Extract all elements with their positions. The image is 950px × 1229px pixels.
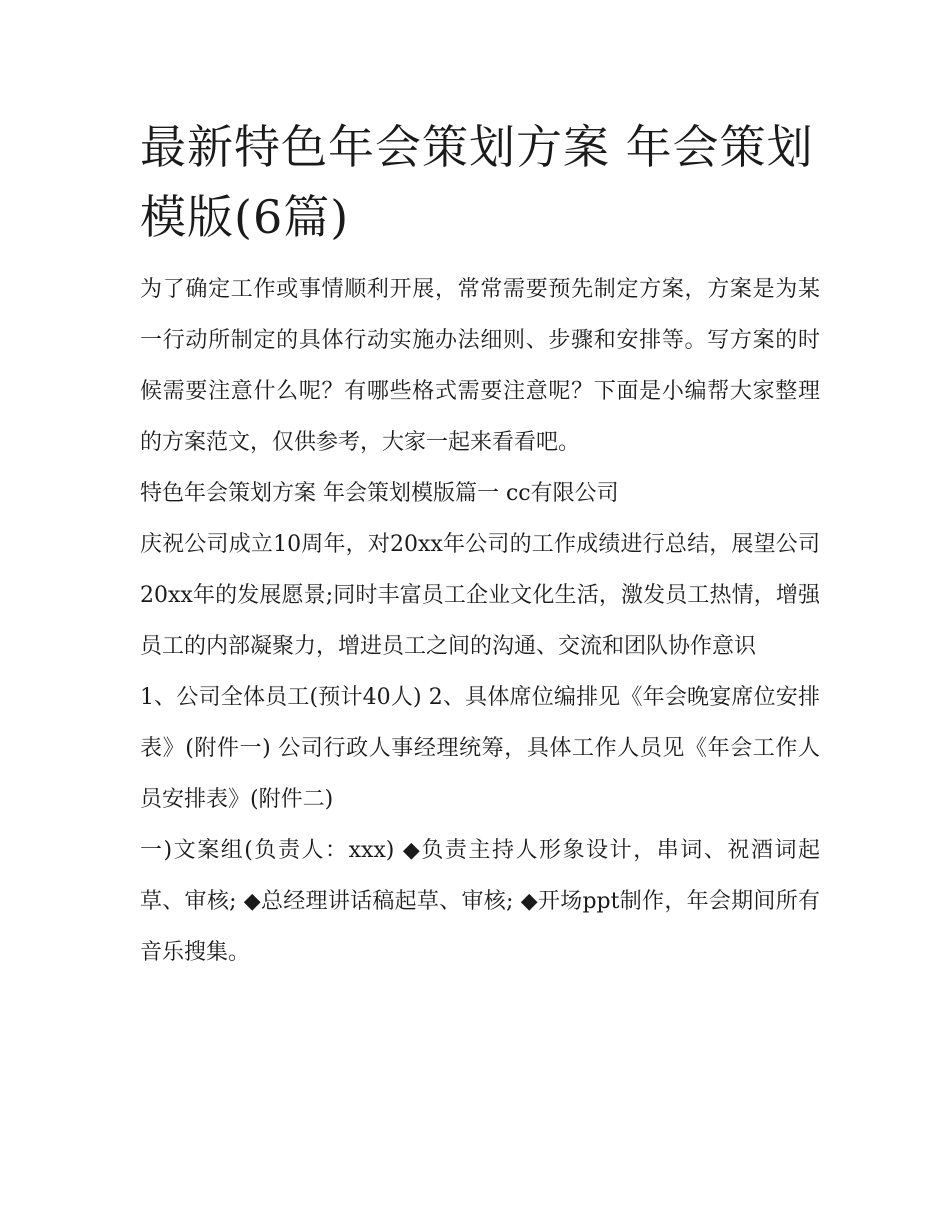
document-title: 最新特色年会策划方案 年会策划模版(6篇) [140, 120, 814, 244]
section-heading-paragraph: 特色年会策划方案 年会策划模版篇一 cc有限公司 [140, 481, 619, 506]
intro-paragraph: 为了确定工作或事情顺利开展，常常需要预先制定方案，方案是为某一行动所制定的具体行动实施办法细则、步骤和安排等。写方案的时候需要注意什么呢？有哪些格式需要注意呢？下面是小编帮大家整理的方案范文，仅供参考，大家一起来看看吧。 [140, 277, 820, 455]
document-page [140, 112, 820, 978]
purpose-paragraph: 庆祝公司成立10周年，对20xx年公司的工作成绩进行总结，展望公司20xx年的发展愿景;同时丰富员工企业文化生活，激发员工热情，增强员工的内部凝聚力，增进员工之间的沟通、交流和团队协作意识 [140, 532, 820, 659]
copywriting-group-paragraph: 一)文案组(负责人：xxx) ◆负责主持人形象设计，串词、祝酒词起草、审核; ◆总经理讲话稿起草、审核; ◆开场ppt制作，年会期间所有音乐搜集。 [140, 838, 820, 965]
participants-paragraph: 1、公司全体员工(预计40人) 2、具体席位编排见《年会晚宴席位安排表》(附件一) 公司行政人事经理统筹，具体工作人员见《年会工作人员安排表》(附件二) [140, 685, 820, 812]
